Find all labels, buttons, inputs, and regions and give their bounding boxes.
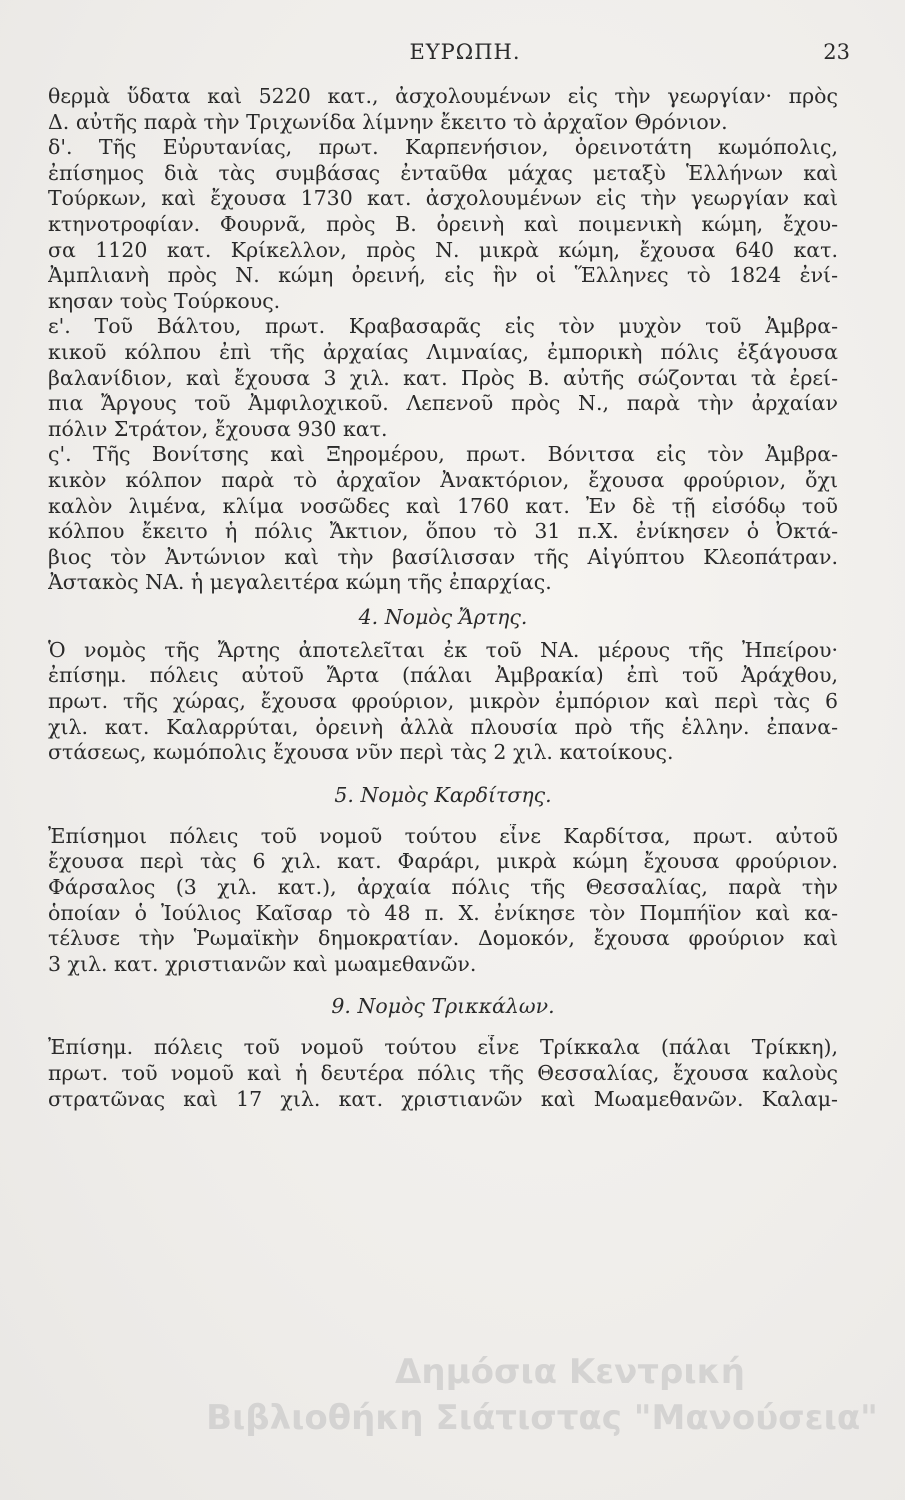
text-line: Ἀμπλιανὴ πρὸς Ν. κώμη ὀρεινή, εἰς ἣν οἱ Ἕλληνες τὸ 1824 ἐνί- [48,263,838,288]
text-line: ὁποίαν ὁ Ἰούλιος Καῖσαρ τὸ 48 π. Χ. ἐνίκησε τὸν Πομπήϊον καὶ κα- [48,900,838,925]
text-line: πια Ἄργους τοῦ Ἀμφιλοχικοῦ. Λεπενοῦ πρὸς Ν., παρὰ τὴν ἀρχαίαν [48,391,838,416]
text-line: ἐπίσημ. πόλεις αὐτοῦ Ἄρτα (πάλαι Ἀμβρακία) ἐπὶ τοῦ Ἀράχθου, [48,663,838,688]
text-line: χιλ. κατ. Καλαρρύται, ὀρεινὴ ἀλλὰ πλουσία πρὸ τῆς ἑλλην. ἐπανα- [48,714,838,739]
text-line: τέλυσε τὴν Ῥωμαϊκὴν δημοκρατίαν. Δομοκόν, ἔχουσα φρούριον καὶ [48,926,838,951]
text-line: κικὸν κόλπον παρὰ τὸ ἀρχαῖον Ἀνακτόριον, ἔχουσα φρούριον, ὄχι [48,467,838,492]
text-line: καλὸν λιμένα, κλίμα νοσῶδες καὶ 1760 κατ. Ἐν δὲ τῇ εἰσόδῳ τοῦ [48,493,838,518]
text-line: κόλπου ἔκειτο ἡ πόλις Ἄκτιον, ὅπου τὸ 31 π.Χ. ἐνίκησεν ὁ Ὀκτά- [48,519,838,544]
text-line: βιος τὸν Ἀντώνιον καὶ τὴν βασίλισσαν τῆς Αἰγύπτου Κλεοπάτραν. [48,544,838,569]
text-line: Ἐπίσημοι πόλεις τοῦ νομοῦ τούτου εἶνε Καρδίτσα, πρωτ. αὐτοῦ [48,823,838,848]
body-text [48,84,838,1112]
text-line: σα 1120 κατ. Κρίκελλον, πρὸς Ν. μικρὰ κώμη, ἔχουσα 640 κατ. [48,237,838,262]
text-line: ἐπίσημος διὰ τὰς συμβάσας ἐνταῦθα μάχας μεταξὺ Ἑλλήνων καὶ [48,160,838,185]
text-line: 3 χιλ. κατ. χριστιανῶν καὶ μωαμεθανῶν. [48,951,477,976]
library-watermark-line2: Βιβλιοθήκη Σιάτιστας "Μανούσεια" [206,1398,878,1438]
text-line: πρωτ. τοῦ νομοῦ καὶ ἡ δευτέρα πόλις τῆς Θεσσαλίας, ἔχουσα καλοὺς [48,1061,838,1085]
section-heading: 4. Νομὸς Ἄρτης. [358,604,528,629]
text-line: θερμὰ ὕδατα καὶ 5220 κατ., ἀσχολουμένων εἰς τὴν γεωργίαν· πρὸς [48,84,838,108]
text-line: βαλανίδιον, καὶ ἔχουσα 3 χιλ. κατ. Πρὸς Β. αὐτῆς σώζονται τὰ ἐρεί- [48,365,838,390]
text-line: Φάρσαλος (3 χιλ. κατ.), ἀρχαία πόλις τῆς Θεσσαλίας, παρὰ τὴν [48,875,838,900]
library-watermark-line1: Δημόσια Κεντρική [395,1352,745,1392]
text-line: κικοῦ κόλπου ἐπὶ τῆς ἀρχαίας Λιμναίας, ἐμπορικὴ πόλις ἐξάγουσα [48,339,838,364]
text-line: ε'. Τοῦ Βάλτου, πρωτ. Κραβασαρᾶς εἰς τὸν μυχὸν τοῦ Ἀμβρα- [48,314,838,339]
text-line: Ἐπίσημ. πόλεις τοῦ νομοῦ τούτου εἶνε Τρίκκαλα (πάλαι Τρίκκη), [48,1035,838,1060]
page-number: 23 [823,40,850,64]
text-line: πόλιν Στράτον, ἔχουσα 930 κατ. [48,416,388,441]
text-line: στάσεως, κωμόπολις ἔχουσα νῦν περὶ τὰς 2 χιλ. κατοίκους. [48,740,674,765]
section-heading: 5. Νομὸς Καρδίτσης. [334,782,552,807]
text-line: ἔχουσα περὶ τὰς 6 χιλ. κατ. Φαράρι, μικρὰ κώμη ἔχουσα φρούριον. [48,849,838,874]
running-head: ΕΥΡΩΠΗ. [409,40,521,64]
text-line: Τούρκων, καὶ ἔχουσα 1730 κατ. ἀσχολουμένων εἰς τὴν γεωργίαν καὶ [48,186,838,211]
text-line: δ'. Τῆς Εὐρυτανίας, πρωτ. Καρπενήσιον, ὀρεινοτάτη κωμόπολις, [48,135,838,160]
page-header [80,40,850,70]
text-line: ς'. Τῆς Βονίτσης καὶ Ξηρομέρου, πρωτ. Βόνιτσα εἰς τὸν Ἀμβρα- [48,442,838,467]
section-heading: 9. Νομὸς Τρικκάλων. [331,994,555,1019]
text-line: Δ. αὐτῆς παρὰ τὴν Τριχωνίδα λίμνην ἔκειτο τὸ ἀρχαῖον Θρόνιον. [48,109,728,134]
text-line: κτηνοτροφίαν. Φουρνᾶ, πρὸς Β. ὀρεινὴ καὶ ποιμενικὴ κώμη, ἔχου- [48,211,838,236]
text-line: Ὁ νομὸς τῆς Ἄρτης ἀποτελεῖται ἐκ τοῦ ΝΑ. μέρους τῆς Ἠπείρου· [48,637,838,662]
text-line: στρατῶνας καὶ 17 χιλ. κατ. χριστιανῶν καὶ Μωαμεθανῶν. Καλαμ- [48,1086,838,1111]
text-line: κησαν τοὺς Τούρκους. [48,288,281,313]
text-line: Ἀστακὸς ΝΑ. ἡ μεγαλειτέρα κώμη τῆς ἐπαρχίας. [48,570,552,595]
text-line: πρωτ. τῆς χώρας, ἔχουσα φρούριον, μικρὸν ἐμπόριον καὶ περὶ τὰς 6 [48,689,838,714]
